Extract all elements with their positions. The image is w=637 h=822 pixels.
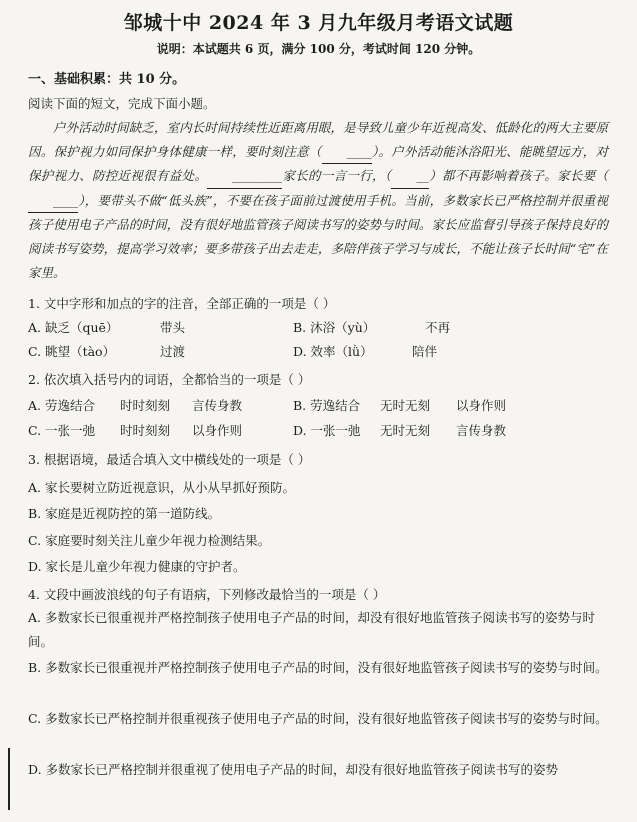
q2-option-d-w3: 言传身教 — [456, 423, 507, 438]
q2-option-b-w2: 无时无刻 — [380, 398, 431, 413]
q3-option-d: D. 家长是儿童少年视力健康的守护者。 — [28, 559, 246, 574]
q2-option-a-w3: 言传身教 — [192, 398, 243, 413]
blank-3: __ — [391, 164, 429, 189]
exam-info: 说明：本试题共 6 页，满分 100 分，考试时间 120 分钟。 — [156, 42, 481, 56]
question-4-stem: 4. 文段中画波浪线的句子有语病，下列修改最恰当的一项是（ ） — [28, 587, 386, 602]
passage — [28, 116, 608, 284]
q1-option-d: D. 效率（lǜ） — [293, 344, 373, 359]
passage-text-3: 家长的一言一行，（ — [282, 168, 392, 184]
q1-option-b-extra: 不再 — [425, 320, 451, 335]
q1-option-a-extra: 带头 — [160, 320, 186, 335]
q2-option-c: C. 一张一弛 — [28, 423, 96, 438]
q2-option-c-w2: 时时刻刻 — [120, 423, 171, 438]
q4-option-a: A. 多数家长已很重视并严格控制孩子使用电子产品的时间，却没有很好地监管孩子阅读书写的姿势与时间。 — [28, 610, 595, 649]
q4-option-c: C. 多数家长已严格控制并很重视孩子使用电子产品的时间，没有很好地监管孩子阅读书写的姿势与时间。 — [28, 711, 608, 726]
q1-option-b: B. 沐浴（yù） — [293, 320, 376, 335]
q1-option-d-extra: 陪伴 — [412, 344, 438, 359]
q2-option-d-w2: 无时无刻 — [380, 423, 431, 438]
q4-option-b: B. 多数家长已很重视并严格控制孩子使用电子产品的时间，没有很好地监管孩子阅读书写的姿势与时间。 — [28, 660, 608, 675]
passage-text-4: ）都不再影响着孩子。家长要（ — [428, 168, 608, 184]
margin-line — [8, 748, 10, 810]
blank-1: ____ — [322, 140, 372, 165]
question-2-stem: 2. 依次填入括号内的词语，全都恰当的一项是（ ） — [28, 372, 311, 387]
section-heading: 一、基础积累：共 10 分。 — [28, 72, 186, 87]
q1-option-c-extra: 过渡 — [160, 344, 186, 359]
q1-option-c: C. 眺望（tào） — [28, 344, 116, 359]
question-1-stem: 1. 文中字形和加点的字的注音，全部正确的一项是（ ） — [28, 296, 336, 311]
q2-option-a: A. 劳逸结合 — [28, 398, 95, 413]
q3-option-a: A. 家长要树立防近视意识，从小从早抓好预防。 — [28, 480, 295, 495]
blank-2: ________ — [207, 164, 282, 189]
exam-title: 邹城十中 2024 年 3 月九年级月考语文试题 — [123, 12, 514, 34]
q2-option-a-w2: 时时刻刻 — [120, 398, 171, 413]
q4-option-d: D. 多数家长已严格控制并很重视了使用电子产品的时间，却没有很好地监管孩子阅读书写的姿势 — [28, 762, 559, 777]
passage-text-5: ），要带头不做“低头族”，不要在孩子面前过渡使用手机。当前，多数家长已严格控制并很重视孩子使用电子产品的时间，没有很好地监管孩子阅读书写的姿势与时间。家长应监督引导孩子保持良好的阅读书写姿势，提高学习效率；要多带孩子出去走走，多陪伴孩子学习与成长，不能让孩子长时间“宅”在家里。 — [28, 192, 608, 280]
q3-option-c: C. 家庭要时刻关注儿童少年视力检测结果。 — [28, 533, 271, 548]
q2-option-d: D. 一张一弛 — [293, 423, 361, 438]
question-3-stem: 3. 根据语境，最适合填入文中横线处的一项是（ ） — [28, 452, 311, 467]
passage-paragraph — [28, 116, 608, 284]
passage-text-1: 户外活动时间缺乏，室内长时间持续性近距离用眼，是导致儿童少年近视高发、低龄化的两大主要原因。保护视力如同保护身体健康一样，要时刻注意（ — [28, 120, 608, 159]
q2-option-b-w3: 以身作则 — [456, 398, 507, 413]
q3-option-b: B. 家庭是近视防控的第一道防线。 — [28, 506, 221, 521]
passage-text-2: ）。户外活动能沐浴阳光、能眺望远方，对保护视力、防控近视很有益处。 — [28, 143, 608, 184]
instruction: 阅读下面的短文，完成下面小题。 — [28, 96, 216, 111]
q1-option-a: A. 缺乏（quē） — [28, 320, 119, 335]
q2-option-c-w3: 以身作则 — [192, 423, 243, 438]
q2-option-b: B. 劳逸结合 — [293, 398, 361, 413]
blank-4: ____ — [28, 189, 78, 214]
